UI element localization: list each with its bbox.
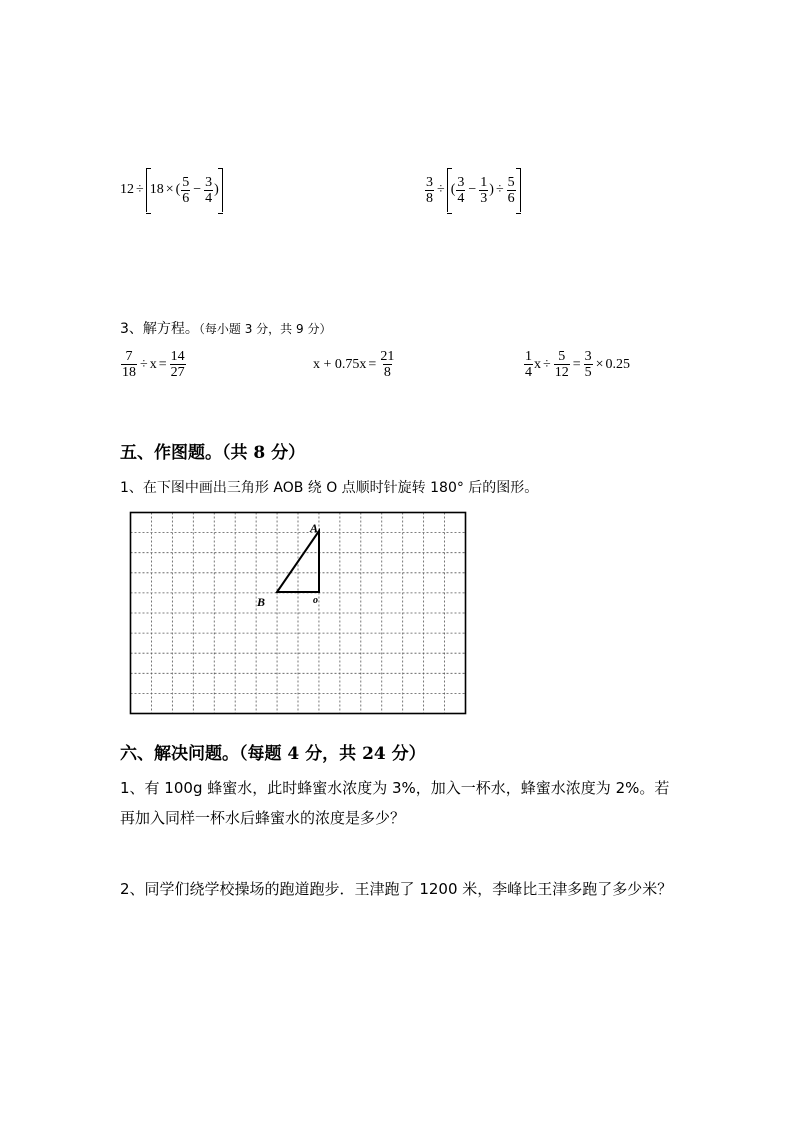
grid-lines: [131, 513, 466, 714]
section-3-title: 3、解方程。（每小题 3 分，共 9 分）: [120, 321, 332, 337]
number: 12: [120, 182, 134, 197]
fraction: $\frac{1}{3}$: [480, 174, 488, 206]
minus-sign: −: [193, 182, 202, 197]
expression-2: [424, 168, 521, 212]
fraction: $\frac{7}{18}$: [122, 349, 136, 380]
expression-1: [120, 168, 223, 212]
times-sign: ×: [165, 182, 174, 197]
section-5-heading: 五、作图题。（共 8 分）: [120, 443, 306, 463]
section-5-question-1: 1、在下图中画出三角形 AOB 绕 O 点顺时针旋转 180° 后的图形。: [120, 480, 539, 496]
label-b: B: [257, 595, 266, 609]
paren: (: [450, 182, 456, 197]
minus-sign: −: [468, 182, 477, 197]
fraction: $\frac{5}{12}$: [554, 349, 569, 380]
square-bracket: [447, 168, 521, 212]
paren: (: [175, 182, 181, 197]
fraction: $\frac{3}{8}$: [426, 174, 433, 206]
section-3-note: （每小题 3 分，共 9 分）: [198, 322, 332, 336]
equation-1: $\frac{7}{18}$ ÷ x = $\frac{14}{27}$: [122, 349, 185, 380]
triangle-aob: [277, 531, 319, 592]
section-6-question-1: 1、有 100g 蜂蜜水，此时蜂蜜水浓度为 3%，加入一杯水，蜂蜜水浓度为 2%。若再加入同样一杯水后蜂蜜水的浓度是多少？: [120, 779, 670, 827]
section-6-question-2: 2、同学们绕学校操场的跑道跑步．王津跑了 1200 米，李峰比王津多跑了多少米？: [120, 880, 673, 898]
fraction: $\frac{14}{27}$: [170, 349, 185, 380]
number: 18: [149, 182, 164, 197]
label-a: A: [310, 521, 319, 535]
divide-sign: ÷: [495, 182, 504, 197]
fraction: $\frac{5}{6}$: [507, 174, 515, 206]
fraction: $\frac{3}{4}$: [457, 174, 465, 206]
rotation-grid-diagram: [128, 510, 468, 716]
paren: ): [489, 182, 494, 197]
label-o: o: [313, 595, 318, 606]
fraction: $\frac{21}{8}$: [380, 349, 395, 380]
fraction: $\frac{3}{4}$: [205, 174, 213, 206]
divide-sign: ÷: [136, 182, 144, 197]
equation-2: x + 0.75x = $\frac{21}{8}$: [313, 349, 395, 380]
divide-sign: ÷: [437, 182, 445, 197]
section-6-heading: 六、解决问题。（每题 4 分，共 24 分）: [120, 744, 426, 764]
fraction: $\frac{1}{4}$: [525, 349, 532, 380]
fraction: $\frac{5}{6}$: [182, 174, 190, 206]
paren: ): [214, 182, 219, 197]
fraction: $\frac{3}{5}$: [584, 349, 592, 380]
equation-3: $\frac{1}{4}$ x ÷ $\frac{5}{12}$ = $\frac{3}{5}$ × 0.25: [525, 349, 630, 380]
square-bracket: [146, 168, 223, 212]
